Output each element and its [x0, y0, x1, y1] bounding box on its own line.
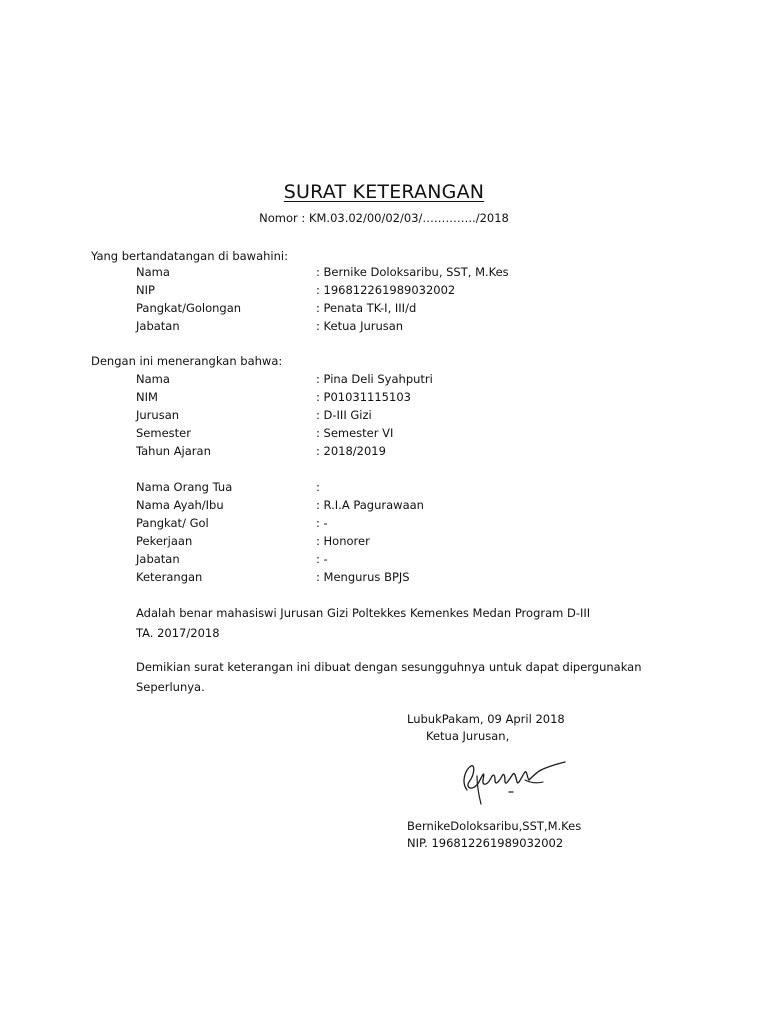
signer-name: BernikeDoloksaribu,SST,M.Kes: [407, 819, 582, 833]
field-label: NIM: [136, 390, 158, 404]
field-value: : P01031115103: [316, 390, 411, 404]
closing-paragraph: [136, 657, 696, 697]
signer-nip: NIP. 196812261989032002: [407, 836, 564, 850]
field-label: Pekerjaan: [136, 534, 193, 548]
field-label: Pangkat/Golongan: [136, 301, 242, 315]
field-value: : Honorer: [316, 534, 370, 548]
field-value: : Semester VI: [316, 426, 394, 440]
field-value: : -: [316, 552, 328, 566]
closing-line: Seperlunya.: [136, 680, 205, 694]
field-value: : Penata TK-I, III/d: [316, 301, 417, 315]
signer-position: Ketua Jurusan,: [426, 729, 510, 743]
statement-line: TA. 2017/2018: [136, 626, 220, 640]
field-value: : R.I.A Pagurawaan: [316, 498, 424, 512]
field-label: NIP: [136, 283, 155, 297]
handwritten-signature-icon: [455, 752, 570, 807]
field-label: Nama: [136, 372, 170, 386]
field-value: : Bernike Doloksaribu, SST, M.Kes: [316, 265, 509, 279]
field-value: : 196812261989032002: [316, 283, 456, 297]
letter-title: SURAT KETERANGAN: [283, 181, 485, 203]
field-label: Jurusan: [136, 408, 180, 422]
field-label: Jabatan: [136, 319, 180, 333]
field-value: : 2018/2019: [316, 444, 386, 458]
field-value: : Mengurus BPJS: [316, 570, 410, 584]
statement-paragraph: [136, 603, 696, 643]
field-value: : D-III Gizi: [316, 408, 372, 422]
field-label: Semester: [136, 426, 191, 440]
field-label: Pangkat/ Gol: [136, 516, 209, 530]
closing-line: Demikian surat keterangan ini dibuat dengan sesungguhnya untuk dapat dipergunakan: [136, 660, 642, 674]
field-label: Nama Ayah/Ibu: [136, 498, 224, 512]
field-label: Keterangan: [136, 570, 203, 584]
field-value: : Ketua Jurusan: [316, 319, 404, 333]
statement-line: Adalah benar mahasiswi Jurusan Gizi Poltekkes Kemenkes Medan Program D-III: [136, 606, 591, 620]
field-label: Jabatan: [136, 552, 180, 566]
field-value: : -: [316, 516, 328, 530]
field-value: :: [316, 480, 320, 494]
field-label: Nama Orang Tua: [136, 480, 233, 494]
subject-intro: Dengan ini menerangkan bahwa:: [91, 354, 283, 368]
field-label: Nama: [136, 265, 170, 279]
field-label: Tahun Ajaran: [136, 444, 211, 458]
place-date: LubukPakam, 09 April 2018: [407, 712, 565, 726]
field-value: : Pina Deli Syahputri: [316, 372, 433, 386]
letter-number: Nomor : KM.03.02/00/02/03/…………../2018: [259, 211, 509, 225]
signer-intro: Yang bertandatangan di bawahini:: [91, 249, 288, 263]
